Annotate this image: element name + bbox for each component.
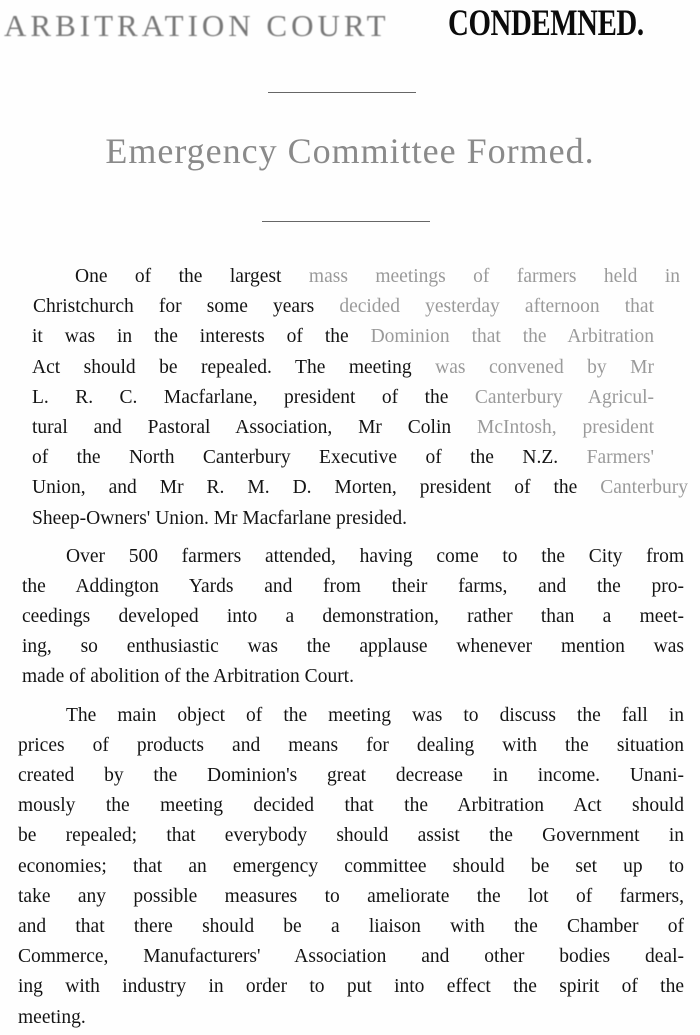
- line-text: tural and Pastoral Association, Mr Colin: [32, 416, 452, 438]
- paragraph-line: be repealed; that everybody should assist the Government in: [18, 825, 684, 847]
- paragraph-line: The main object of the meeting was to discuss the fall in: [66, 704, 684, 726]
- paragraph-line: [0, 292, 700, 322]
- line-faded-text: Farmers': [586, 447, 655, 469]
- line-text: One of the largest: [75, 266, 282, 287]
- paragraph-line: [0, 504, 700, 534]
- line-faded-text: was convened by Mr: [435, 356, 654, 378]
- line-faded-text: Canterbury Agricul-: [474, 386, 654, 408]
- paragraph-gap: [0, 534, 700, 542]
- paragraph-line: created by the Dominion's great decrease in income. Unani-: [18, 765, 684, 786]
- paragraph-line: [0, 473, 700, 503]
- paragraph-line: the Addington Yards and from their farms, and the pro-: [22, 575, 684, 597]
- line-text: of the North Canterbury Executive of the N.Z.: [32, 447, 559, 469]
- line-text: Union, and Mr R. M. D. Morten, president of the: [32, 477, 578, 499]
- paragraph-line: meeting.: [18, 1006, 86, 1028]
- paragraph-line: economies; that an emergency committee should be set up to: [18, 855, 684, 877]
- headline-rule: [268, 92, 416, 93]
- paragraph-line: mously the meeting decided that the Arbitration Act should: [18, 795, 684, 817]
- paragraph-line: Commerce, Manufacturers' Association and other bodies deal-: [18, 946, 684, 968]
- line-faded-text: mass meetings of farmers held in: [308, 266, 681, 287]
- paragraph-3: [0, 701, 700, 1033]
- headline-faded-part: ARBITRATION COURT: [4, 8, 390, 43]
- paragraph-line: Over 500 farmers attended, having come to the City from: [66, 545, 684, 567]
- line-faded-text: McIntosh, president: [477, 416, 654, 438]
- paragraph-line: [0, 322, 700, 352]
- line-faded-text: Dominion that the Arbitration: [370, 326, 655, 348]
- paragraph-line: ing with industry in order to put into effect the spirit of the: [18, 976, 684, 998]
- paragraph-line: [0, 262, 700, 292]
- paragraph-line: made of abolition of the Arbitration Court.: [22, 666, 354, 688]
- headline-bold-part: CONDEMNED.: [448, 3, 644, 44]
- headline: [0, 0, 700, 56]
- subheadline: Emergency Committee Formed.: [105, 131, 595, 171]
- paragraph-line: prices of products and means for dealing with the situation: [18, 734, 684, 756]
- paragraph-1: [0, 262, 700, 534]
- line-text: Sheep-Owners' Union. Mr Macfarlane presided.: [32, 507, 407, 529]
- paragraph-line: [0, 353, 700, 383]
- line-faded-text: decided yesterday afternoon that: [339, 296, 655, 318]
- paragraph-line: [0, 413, 700, 443]
- paragraph-line: [0, 383, 700, 413]
- paragraph-line: take any possible measures to ameliorate the lot of farmers,: [18, 885, 684, 907]
- line-text: Act should be repealed. The meeting: [32, 356, 412, 378]
- paragraph-line: ceedings developed into a demonstration, rather than a meet-: [22, 606, 684, 628]
- article-body: [0, 262, 700, 1033]
- paragraph-2: [0, 542, 700, 693]
- line-text: Christchurch for some years: [33, 296, 315, 318]
- subhead-rule: [262, 221, 430, 222]
- line-faded-text: Canterbury: [600, 477, 688, 499]
- line-text: it was in the interests of the: [32, 326, 349, 348]
- paragraph-line: and that there should be a liaison with the Chamber of: [18, 915, 684, 937]
- paragraph-gap: [0, 693, 700, 701]
- line-text: L. R. C. Macfarlane, president of the: [32, 386, 449, 408]
- paragraph-line: ing, so enthusiastic was the applause whenever mention was: [22, 636, 684, 658]
- paragraph-line: [0, 443, 700, 473]
